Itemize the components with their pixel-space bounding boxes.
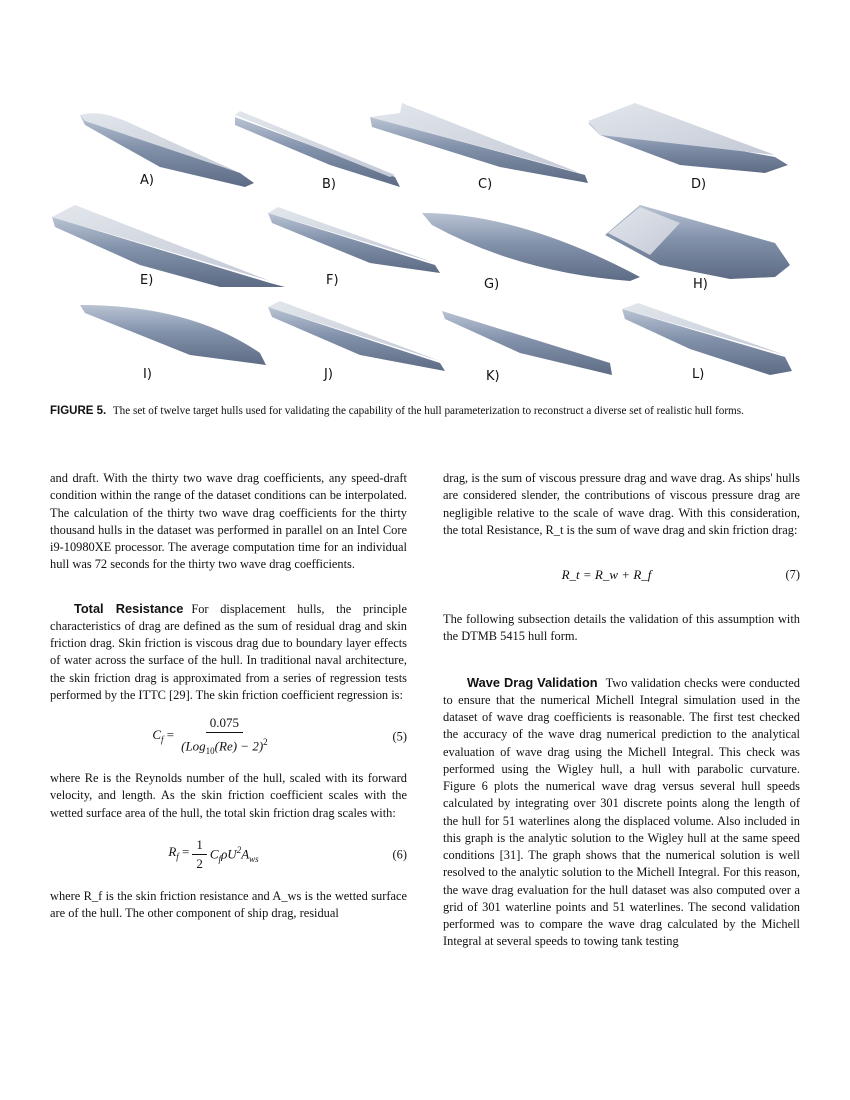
paragraph: The following subsection details the validation of this assumption with the DTMB 5415 hull form. — [443, 612, 800, 644]
label-j: J) — [324, 367, 333, 382]
hull-c — [370, 103, 588, 183]
equation-7: R_t = R_w + R_f (7) — [561, 567, 800, 583]
paragraph — [50, 600, 407, 705]
label-g: G) — [484, 277, 500, 292]
paragraph — [443, 674, 800, 951]
hull-g — [422, 213, 640, 281]
section-heading: Total Resistance — [74, 600, 184, 616]
label-l: L) — [692, 367, 705, 382]
label-d: D) — [691, 177, 707, 192]
hull-l — [622, 303, 792, 375]
label-f: F) — [326, 273, 339, 288]
figure-caption — [50, 403, 802, 419]
hull-h — [605, 205, 790, 279]
caption-text: The set of twelve target hulls used for validating the capability of the hull parameterization to reconstruct a diverse set of realistic hull forms. — [112, 405, 744, 417]
paragraph: where R_f is the skin friction resistance and A_ws is the wetted surface are of the hull. The other component of ship drag, residual — [50, 888, 407, 920]
equation-number: (6) — [392, 847, 407, 862]
hull-figure — [40, 95, 810, 390]
paragraph-text: For displacement hulls, the principle characteristics of drag are defined as the sum of residual drag and skin friction drag. Skin friction is viscous drag due to boundary layer effects of water across the surface of the hull. In traditional naval architecture, the skin friction drag is approximated from a series of regression tests performed by the ITTC [29]. The skin friction coefficient regression is: — [50, 601, 407, 702]
caption-label: FIGURE 5. — [50, 405, 107, 417]
paragraph: where Re is the Reynolds number of the hull, scaled with its forward velocity, and length. As the skin friction coefficient scales with the wetted surface area of the hull, the total skin friction drag scales with: — [50, 771, 407, 820]
label-k: K) — [486, 369, 500, 384]
hull-renderings — [40, 95, 810, 390]
label-i: I) — [143, 367, 152, 382]
label-b: B) — [322, 177, 336, 192]
hull-f — [268, 207, 440, 273]
hull-d — [588, 103, 788, 173]
label-a: A) — [140, 173, 154, 188]
hull-k — [442, 311, 612, 375]
paragraph: drag, is the sum of viscous pressure drag and wave drag. As ships' hulls are considered slender, the contributions of viscous pressure drag are negligible relative to the scale of wave drag. With this consideration, the total Resistance, R_t is the sum of wave drag and skin friction drag: — [443, 471, 800, 537]
right-column — [443, 470, 800, 951]
hull-e — [52, 205, 285, 287]
left-column — [50, 470, 407, 922]
paragraph: and draft. With the thirty two wave drag coefficients, any speed-draft condition within the range of the dataset conditions can be interpolated. The calculation of the thirty two wave drag coefficients for the thirty thousand hulls in the dataset was performed in parallel on an Intel Core i9-10980XE processor. The average computation time for an individual hull was 72 seconds for the thirty two wave drag coefficients. — [50, 471, 407, 572]
hull-a — [80, 113, 254, 187]
hull-j — [268, 301, 445, 371]
label-e: E) — [140, 273, 154, 288]
hull-i — [80, 305, 266, 365]
label-c: C) — [478, 177, 493, 192]
equation-5: $C_f$ = $\frac{0.075}{(Log_{10}(Re) - 2)^2}$ (5) — [152, 715, 407, 756]
equation-number: (5) — [392, 729, 407, 744]
label-h: H) — [693, 277, 708, 292]
section-heading: Wave Drag Validation — [467, 674, 598, 690]
paragraph-text: Two validation checks were conducted to ensure that the numerical Michell Integral simulation used in the dataset of wave drag coefficients is reasonable. The first test checked the accuracy of the wave drag numerical prediction to the analytical evaluation of wave drag using the Michell Integral. This check was performed using the Wigley hull, a hull with parabolic curvature. Figure 6 plots the numerical wave drag versus several hull speeds calculated by integrating over 301 discrete points along the length of the hull for 51 waterlines along the displaced volume. Also included in this graph is the analytic solution to the Wigley hull at the same speed conditions [31]. The graph shows that the numerical solution is well resolved to the analytic solution to the Michell Integral. For this reason, the wave drag evaluation for the hull dataset was also computed over a grid of 301 waterline points and 51 waterlines. The second validation performed was to compare the wave drag calculated by the Michell Integral at several speeds to towing tank testing — [443, 675, 800, 949]
equation-6: $R_f$ = $\frac{1}{2}$ $C_f\rho U^2A_{ws}$ (6) — [168, 837, 407, 872]
equation-number: (7) — [785, 567, 800, 582]
